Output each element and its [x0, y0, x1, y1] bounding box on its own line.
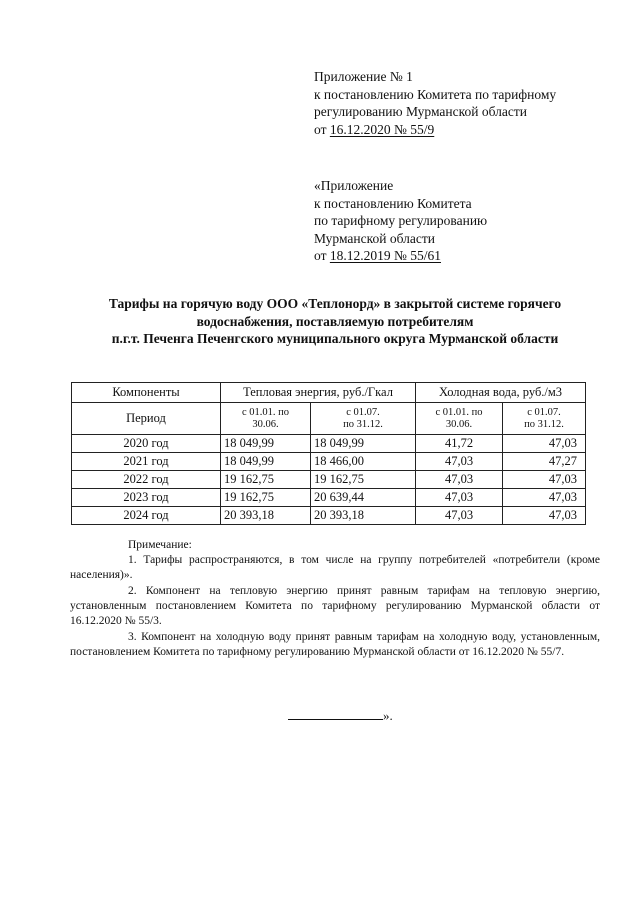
table-row [72, 489, 586, 507]
cell-cold-h2: 47,03 [503, 489, 586, 507]
cell-cold-h1: 47,03 [416, 453, 503, 471]
cell-heat-h1: 20 393,18 [221, 507, 311, 525]
appendix-date-ref: 16.12.2020 № 55/9 [329, 121, 435, 137]
header-components: Компоненты [72, 383, 221, 403]
title-line: водоснабжения, поставляемую потребителям [196, 313, 474, 329]
appendix-date-prefix: от [314, 248, 327, 263]
notes-section [70, 538, 600, 660]
table-row [72, 471, 586, 489]
notes-heading: Примечание: [128, 539, 192, 551]
table-row [72, 453, 586, 471]
appendix-line: по тарифному регулированию [314, 213, 488, 228]
tariff-table [71, 382, 586, 525]
row-period: 2024 год [72, 507, 221, 525]
cell-cold-h1: 47,03 [416, 507, 503, 525]
subheader-line: по 31.12. [524, 418, 564, 430]
note-item: 2. Компонент на тепловую энергию принят равным тарифам на тепловую энергию, установленным постановлением Комитета по тарифному регулированию Мурманской области от 16.12.2020 № 55/3. [70, 585, 600, 627]
row-period: 2022 год [72, 471, 221, 489]
subheader-line: с 01.01. по [241, 406, 290, 418]
appendix-line: к постановлению Комитета по тарифному [314, 86, 557, 102]
table-row [72, 507, 586, 525]
cell-cold-h1: 47,03 [416, 471, 503, 489]
appendix-date [314, 121, 556, 139]
cell-heat-h1: 19 162,75 [221, 489, 311, 507]
appendix-date [314, 247, 487, 265]
cell-heat-h1: 19 162,75 [221, 471, 311, 489]
subheader-line: по 31.12. [343, 418, 383, 430]
cell-heat-h2: 18 466,00 [311, 453, 416, 471]
title-line: Тарифы на горячую воду ООО «Теплонорд» в закрытой системе горячего [108, 296, 562, 311]
document-title [70, 295, 600, 348]
appendix-line: «Приложение [314, 178, 394, 193]
subheader-cold-h2 [503, 403, 586, 435]
cell-cold-h2: 47,03 [503, 435, 586, 453]
subheader-line: с 01.07. [527, 406, 561, 418]
table-subheader-row [72, 403, 586, 435]
cell-heat-h2: 20 639,44 [311, 489, 416, 507]
appendix-header [314, 68, 556, 138]
title-line: п.г.т. Печенга Печенгского муниципального округа Мурманской области [111, 331, 559, 346]
appendix-line: Приложение № 1 [314, 69, 413, 84]
subheader-heat-h1 [221, 403, 311, 435]
note-item: 1. Тарифы распространяются, в том числе на группу потребителей «потребители (кроме населения)». [70, 554, 600, 581]
header-period: Период [72, 403, 221, 435]
appendix-line: Мурманской области [314, 230, 435, 246]
cell-cold-h2: 47,03 [503, 507, 586, 525]
cell-heat-h2: 18 049,99 [311, 435, 416, 453]
closing-line [288, 707, 393, 724]
subheader-line: с 01.01. по [435, 406, 483, 418]
cell-heat-h1: 18 049,99 [221, 435, 311, 453]
row-period: 2021 год [72, 453, 221, 471]
table-row [72, 435, 586, 453]
row-period: 2020 год [72, 435, 221, 453]
appendix-date-prefix: от [314, 121, 327, 137]
cell-heat-h1: 18 049,99 [221, 453, 311, 471]
subheader-line: 30.06. [445, 418, 473, 430]
cell-heat-h2: 19 162,75 [311, 471, 416, 489]
subheader-cold-h1 [416, 403, 503, 435]
note-item: 3. Компонент на холодную воду принят равным тарифам на холодную воду, установленным, постановлением Комитета по тарифному регулированию Мурманской области от 16.12.2020 № 55/7. [70, 631, 600, 658]
quoted-appendix-header [314, 177, 487, 265]
cell-cold-h1: 47,03 [416, 489, 503, 507]
cell-cold-h2: 47,27 [503, 453, 586, 471]
signature-underline [288, 707, 383, 720]
header-cold-water: Холодная вода, руб./м3 [416, 383, 586, 403]
cell-cold-h2: 47,03 [503, 471, 586, 489]
row-period: 2023 год [72, 489, 221, 507]
cell-heat-h2: 20 393,18 [311, 507, 416, 525]
subheader-line: с 01.07. [346, 406, 380, 418]
appendix-line: регулированию Мурманской области [314, 104, 527, 119]
table-header-row [72, 383, 586, 403]
appendix-line: к постановлению Комитета [314, 195, 472, 211]
subheader-line: 30.06. [252, 418, 279, 430]
cell-cold-h1: 41,72 [416, 435, 503, 453]
subheader-heat-h2 [311, 403, 416, 435]
closing-quote-mark: ». [383, 708, 393, 723]
header-heat-energy: Тепловая энергия, руб./Гкал [221, 383, 416, 403]
appendix-date-ref: 18.12.2019 № 55/61 [329, 248, 441, 263]
